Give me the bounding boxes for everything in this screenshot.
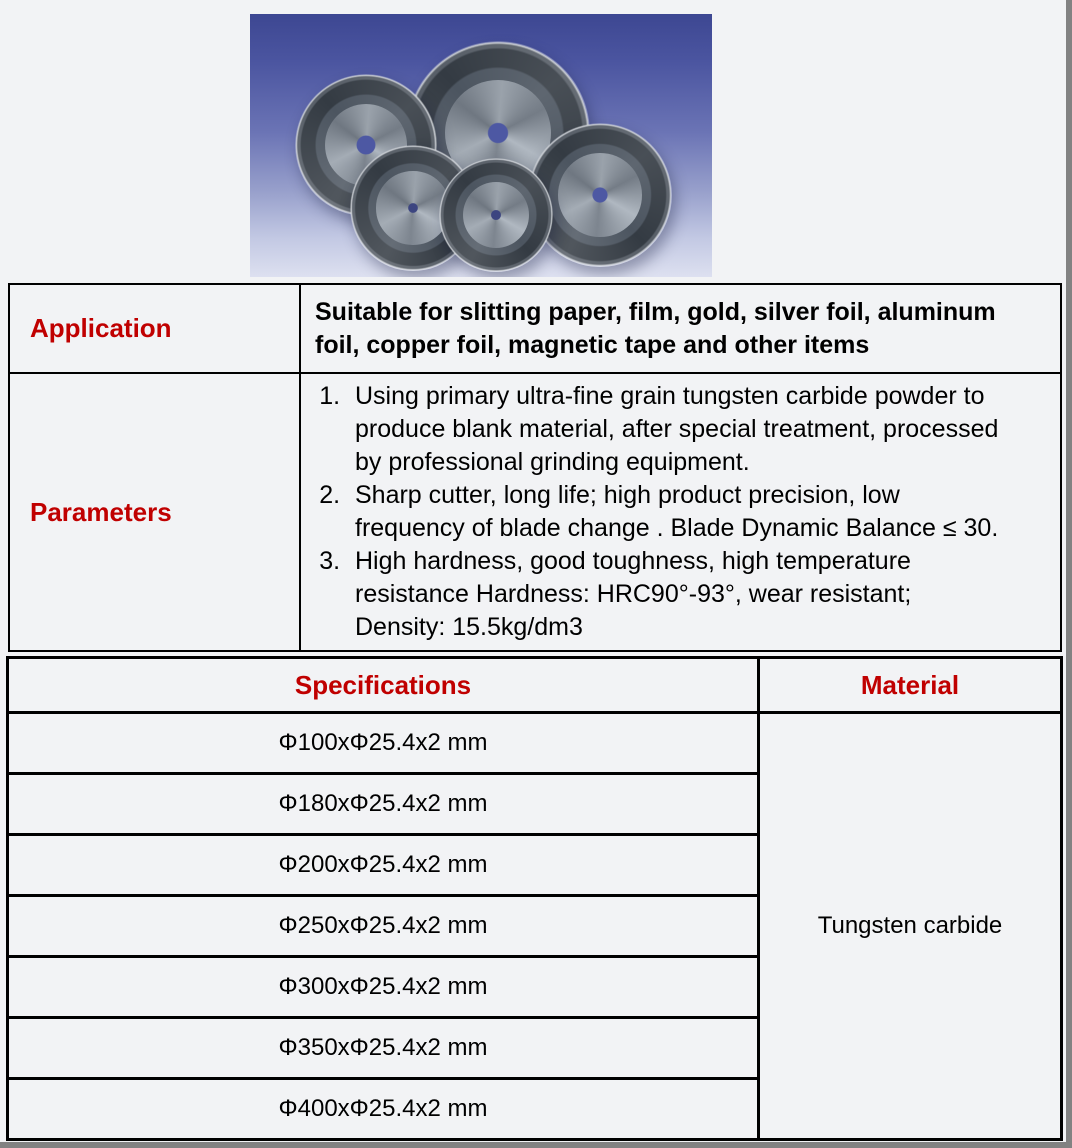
application-label: Application: [30, 313, 172, 343]
spec-value: Φ100xΦ25.4x2 mm: [8, 713, 759, 774]
spec-header-row: [8, 658, 1062, 713]
parameter-item-2: 2. Sharp cutter, long life; high product precision, low frequency of blade change . Blade Dynamic Balance ≤ 30.: [347, 479, 1005, 545]
application-label-cell: [9, 284, 300, 373]
parameters-content-cell: [300, 373, 1061, 651]
product-photo: [250, 14, 712, 277]
parameters-label-cell: [9, 373, 300, 651]
spec-value: Φ200xΦ25.4x2 mm: [8, 835, 759, 896]
material-header: Material: [759, 658, 1062, 713]
spec-value: Φ250xΦ25.4x2 mm: [8, 896, 759, 957]
spec-row: [8, 713, 1062, 774]
spec-value: Φ350xΦ25.4x2 mm: [8, 1018, 759, 1079]
window-edge-bottom: [0, 1142, 1072, 1148]
spec-value: Φ180xΦ25.4x2 mm: [8, 774, 759, 835]
specifications-header: Specifications: [8, 658, 759, 713]
info-table: [8, 283, 1062, 652]
parameter-item-1: 1. Using primary ultra-fine grain tungsten carbide powder to produce blank material, after special treatment, processed by professional grinding equipment.: [347, 380, 1005, 479]
application-text: Suitable for slitting paper, film, gold, silver foil, aluminum foil, copper foil, magnetic tape and other items: [315, 297, 996, 359]
spec-value: Φ300xΦ25.4x2 mm: [8, 957, 759, 1018]
parameters-list: [301, 380, 1060, 644]
parameters-row: [9, 373, 1061, 651]
window-edge-right: [1066, 0, 1072, 1148]
parameters-label: Parameters: [30, 496, 172, 527]
application-row: [9, 284, 1061, 373]
parameter-item-3: 3. High hardness, good toughness, high temperature resistance Hardness: HRC90°-93°, wear resistant; Density: 15.5kg/dm3: [347, 545, 1005, 644]
spec-table: [6, 656, 1063, 1141]
blade-disc-bottom-mid: [439, 158, 553, 272]
spec-value: Φ400xΦ25.4x2 mm: [8, 1079, 759, 1140]
application-content-cell: [300, 284, 1061, 373]
material-value: Tungsten carbide: [759, 713, 1062, 1140]
